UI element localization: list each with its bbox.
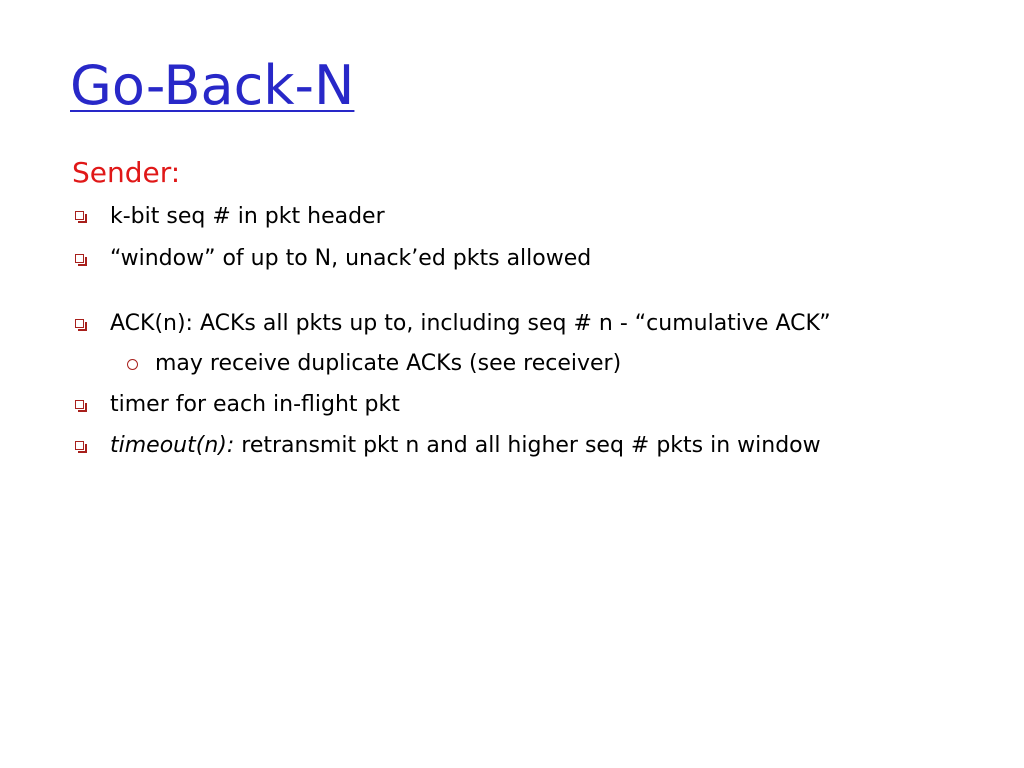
bullet-text: k-bit seq # in pkt header — [110, 204, 385, 229]
bullet-text: timer for each in-flight pkt — [110, 392, 400, 417]
section-label-sender: Sender: — [72, 156, 181, 189]
square-bullet-icon — [75, 254, 84, 263]
bullet-item — [110, 391, 400, 419]
bullet-item — [110, 245, 591, 273]
bullet-item — [110, 203, 385, 231]
circle-bullet-icon — [127, 359, 138, 370]
bullet-text: ACK(n): ACKs all pkts up to, including seq # n - “cumulative ACK” — [110, 311, 831, 336]
square-bullet-icon — [75, 400, 84, 409]
sub-bullet-item — [155, 350, 621, 378]
slide-title: Go-Back-N — [70, 54, 355, 117]
bullet-text: “window” of up to N, unack’ed pkts allowed — [110, 246, 592, 271]
bullet-item — [110, 432, 821, 460]
bullet-italic-prefix: timeout(n): — [110, 433, 235, 458]
bullet-text: retransmit pkt n and all higher seq # pkts in window — [234, 433, 821, 458]
sub-bullet-text: may receive duplicate ACKs (see receiver) — [155, 351, 622, 376]
bullet-item — [110, 310, 831, 338]
square-bullet-icon — [75, 441, 84, 450]
square-bullet-icon — [75, 211, 84, 220]
square-bullet-icon — [75, 319, 84, 328]
